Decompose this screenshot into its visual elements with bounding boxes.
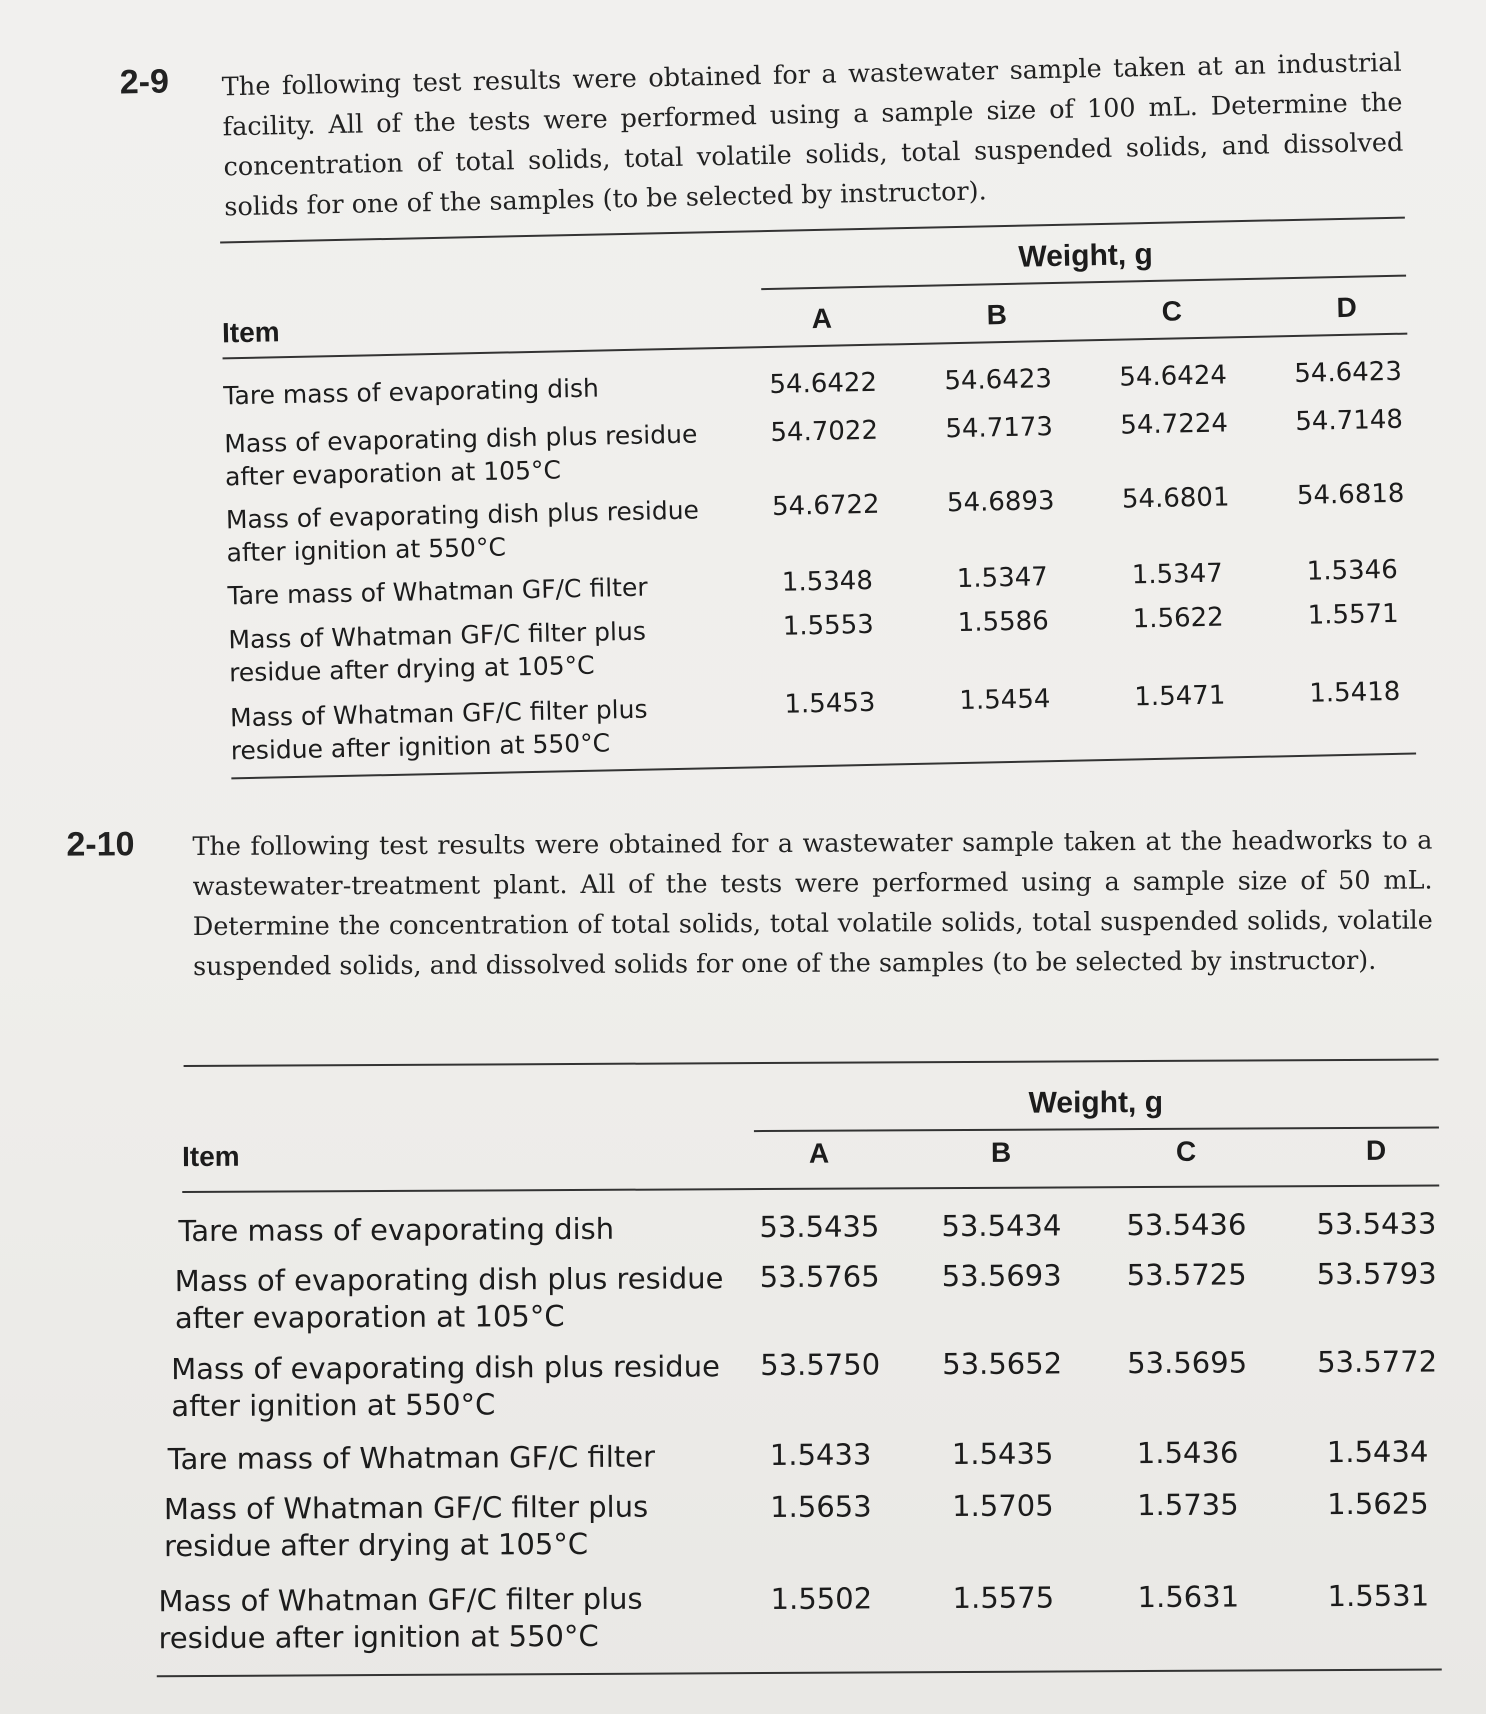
table-cell: 1.5454 [959,684,1051,717]
table-cell: 1.5705 [952,1488,1054,1524]
column-header-c: C [1161,295,1183,327]
column-header-a: A [811,302,833,335]
table-cell: 53.5772 [1317,1344,1438,1380]
table-bottom-rule [157,1668,1442,1677]
table-cell: 1.5735 [1137,1487,1239,1523]
table-row-label: Mass of evaporating dish plus residue after ignition at 550°C [225,495,700,568]
weight-group-header: Weight, g [1028,1085,1164,1120]
table-row-label: Tare mass of evaporating dish [223,373,600,411]
table-cell: 1.5435 [951,1436,1054,1472]
table-cell: 54.6424 [1119,360,1228,393]
problem-number: 2-9 [119,62,170,102]
table-cell: 54.6801 [1121,482,1230,515]
table-top-rule [184,1058,1439,1067]
column-header-d: D [1365,1134,1387,1166]
column-header-c: C [1175,1135,1197,1167]
table-cell: 53.5695 [1127,1345,1248,1381]
table-cell: 1.5571 [1307,598,1399,631]
table-cell: 53.5436 [1126,1207,1247,1243]
problem-text: The following test results were obtained for a wastewater sample taken at an industrial facility. All of the tests were performed using a sample size of 100 mL. Determine the concentration of total solids, total volatile solids, total suspended solids, and dissolved solids for one of the samples (to be selected by instructor). [221,47,1404,223]
table-cell: 53.5434 [941,1208,1062,1244]
table-cell: 53.5725 [1126,1257,1247,1293]
weight-underline [754,1126,1439,1131]
table-cell: 53.5652 [942,1346,1063,1382]
table-cell: 1.5653 [770,1489,872,1524]
table-cell: 53.5435 [759,1209,880,1245]
table-cell: 1.5625 [1327,1486,1429,1522]
column-header-a: A [808,1137,830,1169]
table-cell: 1.5434 [1326,1434,1429,1470]
table-cell: 1.5453 [784,687,876,720]
table-cell: 1.5418 [1309,676,1401,709]
table-row-label: Mass of Whatman GF/C filter plus residue after drying at 105°C [228,616,647,688]
table-cell: 53.5433 [1316,1206,1437,1242]
table-cell: 1.5631 [1137,1579,1240,1615]
table-cell: 1.5622 [1132,602,1224,635]
item-column-header: Item [221,316,280,349]
table-cell: 54.6722 [771,489,880,522]
table-cell: 1.5553 [782,609,875,642]
table-cell: 54.6893 [946,486,1055,519]
table-cell: 54.7224 [1120,408,1229,441]
table-row-label: Tare mass of Whatman GF/C filter [227,572,648,611]
table-row-label: Mass of Whatman GF/C filter plus residue after drying at 105°C [163,1489,649,1564]
table-cell: 1.5575 [952,1580,1055,1616]
table-cell: 54.6422 [769,367,878,400]
table-cell: 1.5586 [957,606,1050,639]
column-header-b: B [986,298,1008,331]
problem-text: The following test results were obtained for a wastewater sample taken at the headworks to a wastewater-treatment plant. All of the tests were performed using a sample size of 50 mL. Determine the concentration of total solids, total volatile solids, total suspended solids, volatile suspended solids, and dissolved solids for one of the samples (to be selected by instructor). [192,825,1433,983]
table-cell: 1.5347 [1131,558,1224,591]
table-cell: 1.5348 [781,565,874,598]
table-cell: 54.6423 [1294,356,1403,389]
table-cell: 1.5346 [1306,554,1399,587]
table-cell: 1.5531 [1327,1578,1430,1614]
table-row-label: Tare mass of evaporating dish [178,1211,615,1249]
table-cell: 53.5765 [759,1259,880,1295]
table-row-label: Mass of evaporating dish plus residue after evaporation at 105°C [224,419,698,492]
table-row-label: Mass of evaporating dish plus residue after ignition at 550°C [171,1349,720,1424]
table-row-label: Mass of evaporating dish plus residue after evaporation at 105°C [174,1261,724,1336]
table-cell: 54.7022 [770,415,879,448]
problem-number: 2-10 [66,825,135,864]
column-header-d: D [1336,291,1358,324]
table-cell: 54.7148 [1295,404,1404,437]
table-cell: 1.5436 [1136,1435,1239,1471]
table-cell: 53.5693 [941,1258,1062,1294]
table-cell: 54.7173 [945,412,1054,445]
column-header-b: B [990,1136,1012,1168]
table-cell: 1.5433 [769,1437,872,1472]
table-cell: 54.6423 [944,364,1053,397]
table-row-label: Mass of Whatman GF/C filter plus residue after ignition at 550°C [158,1581,643,1656]
table-cell: 54.6818 [1296,478,1405,511]
table-cell: 1.5347 [956,562,1049,595]
table-cell: 1.5502 [770,1581,873,1616]
table-row-label: Mass of Whatman GF/C filter plus residue after ignition at 550°C [229,694,648,766]
weight-group-header: Weight, g [1018,237,1154,274]
header-bottom-rule [182,1184,1439,1193]
item-column-header: Item [181,1140,240,1173]
table-row-label: Tare mass of Whatman GF/C filter [167,1439,656,1477]
table-cell: 1.5471 [1134,680,1226,713]
table-cell: 53.5793 [1316,1256,1437,1292]
table-cell: 53.5750 [760,1347,881,1383]
